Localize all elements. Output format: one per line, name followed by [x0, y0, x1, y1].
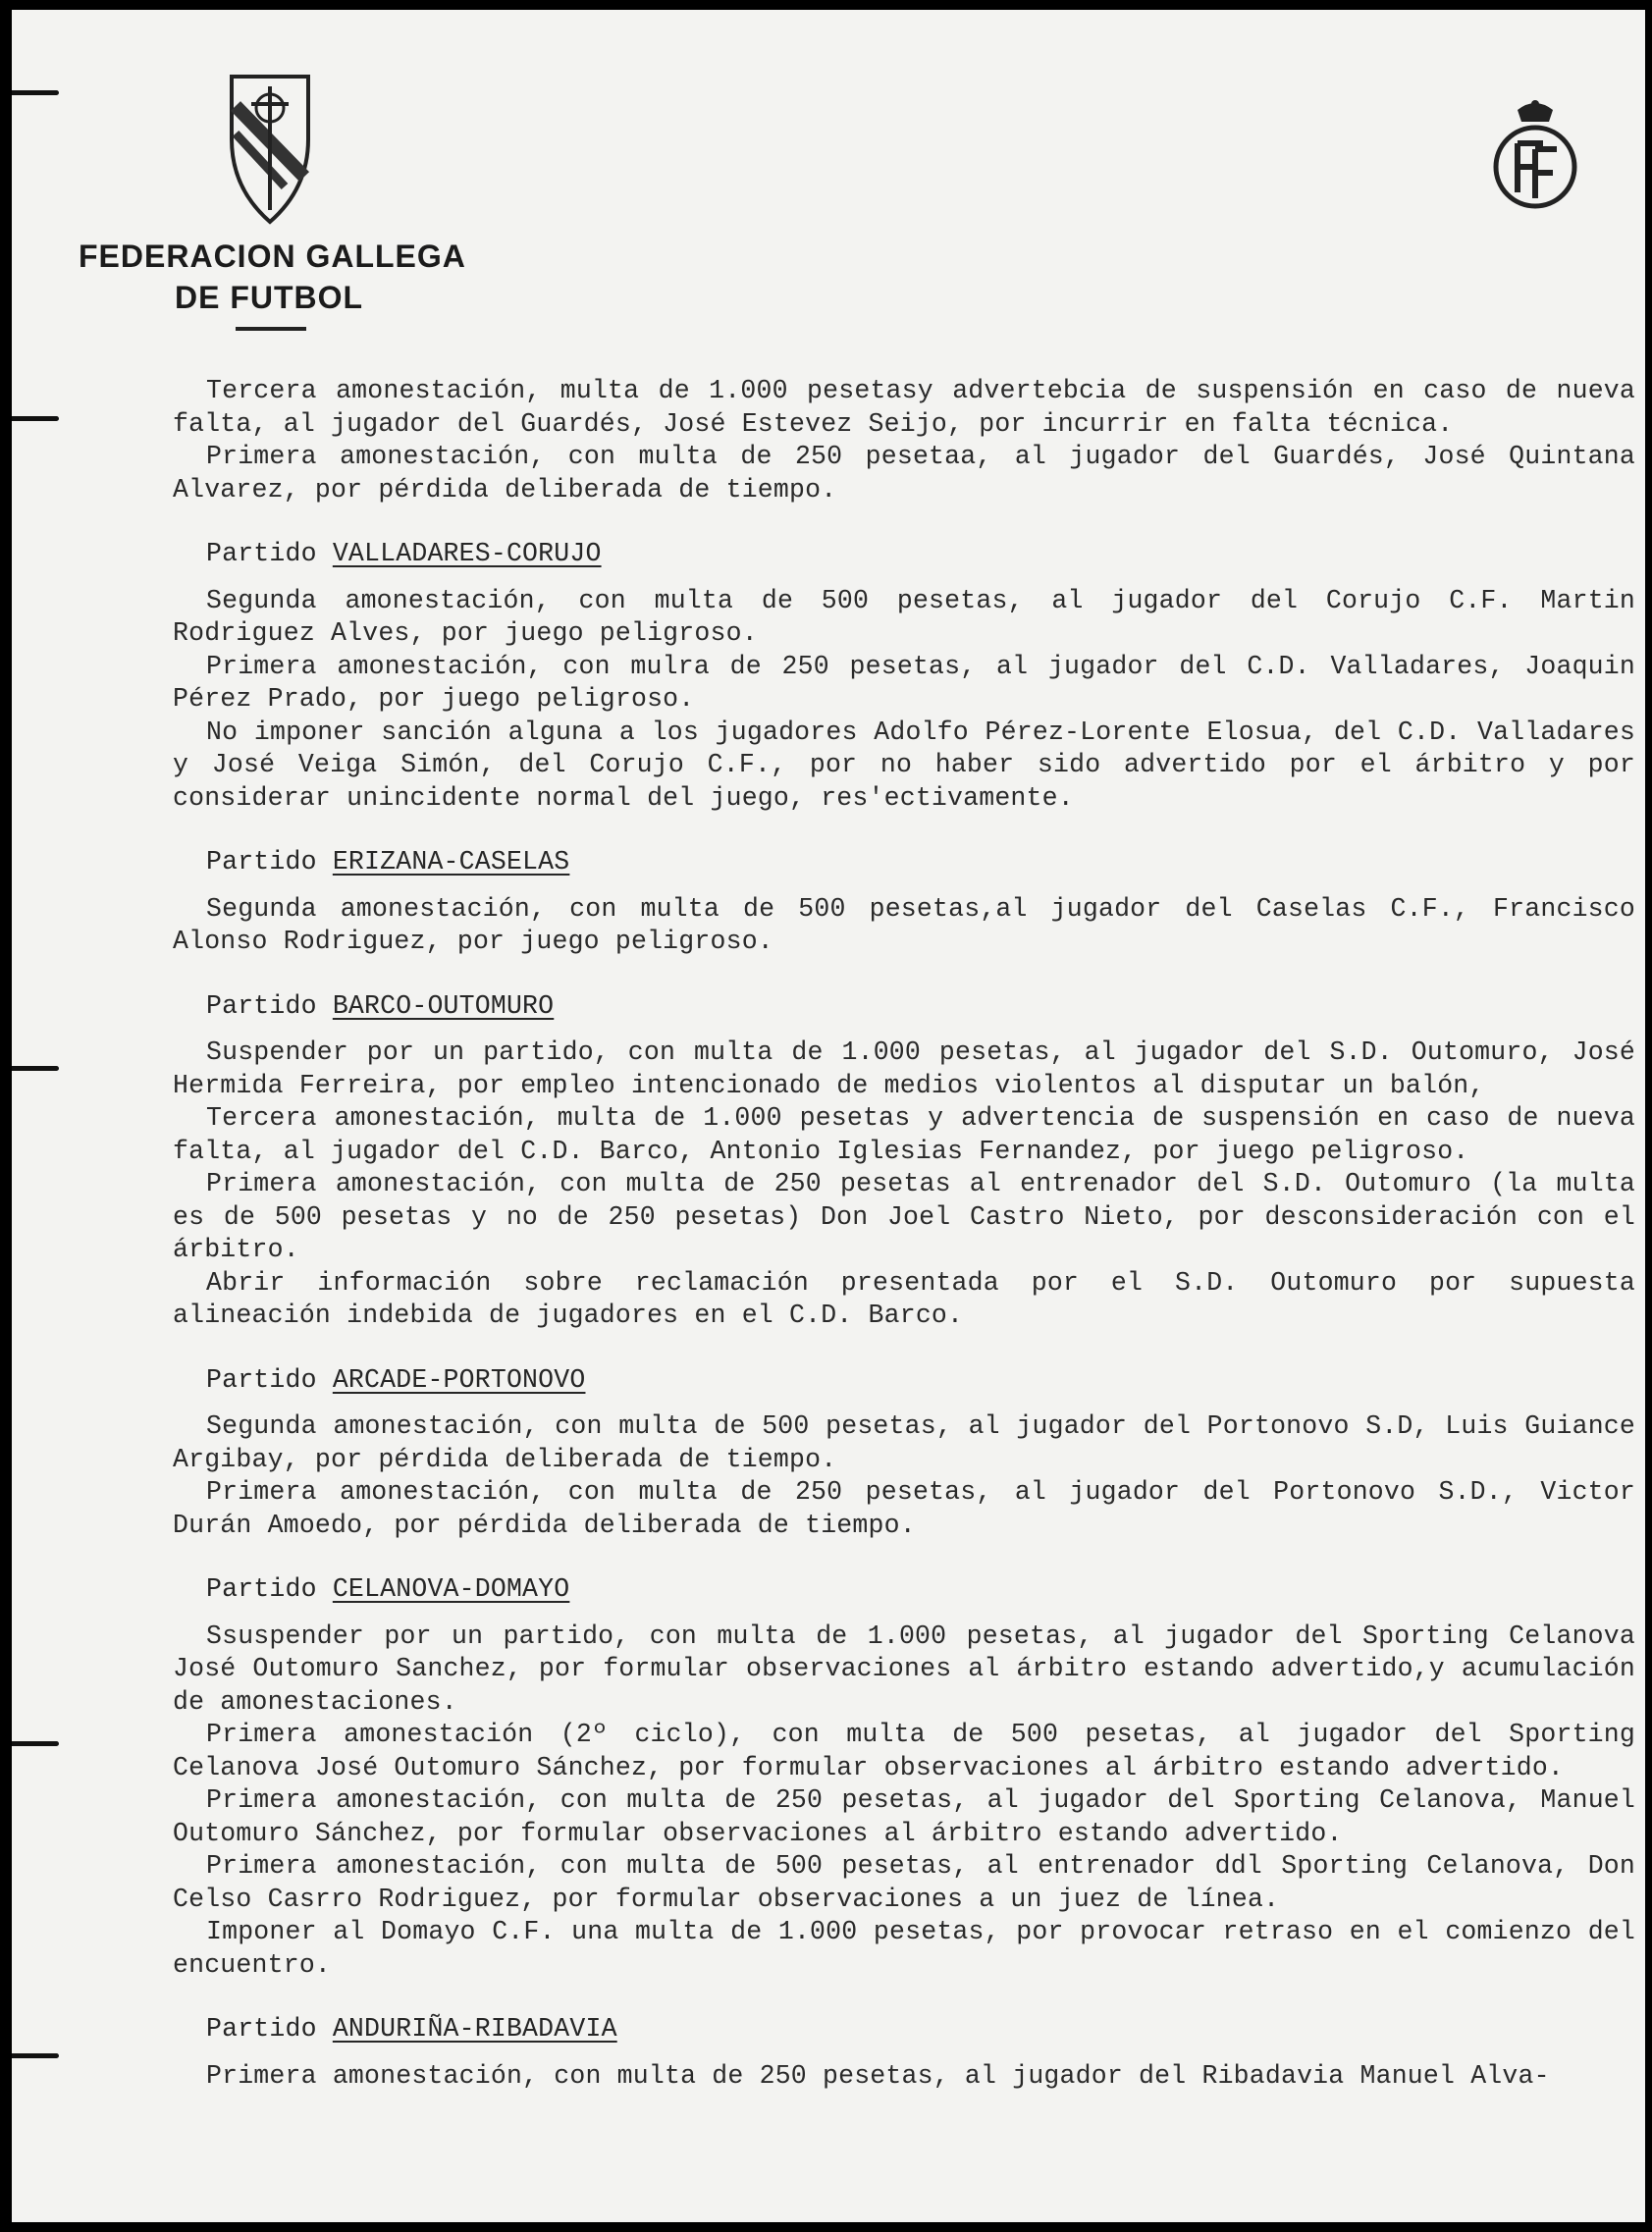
binder-hole — [12, 416, 59, 421]
match-section — [173, 815, 1635, 959]
match-heading-title: ERIZANA-CASELAS — [332, 847, 570, 877]
sanction-paragraph: Abrir información sobre reclamación presentada por el S.D. Outomuro por supuesta alineación indebida de jugadores en el C.D. Barco. — [173, 1267, 1635, 1330]
sanction-paragraph: Primera amonestación, con multa de 250 pesetas, al jugador del Portonovo S.D., Victor Durán Amoedo, por pérdida deliberada de tiempo. — [173, 1477, 1635, 1540]
match-heading-label: Partido — [206, 990, 317, 1021]
document-body — [173, 375, 1635, 2093]
sanction-paragraph: Imponer al Domayo C.F. una multa de 1.000 pesetas, por provocar retraso en el comienzo del encuentro. — [173, 1917, 1635, 1980]
sanction-paragraph: Primera amonestación, con multa de 250 pesetas, al jugador del Ribadavia Manuel Alva- — [206, 2060, 1550, 2091]
organization-name-line2: DE FUTBOL — [175, 280, 364, 315]
binder-hole — [12, 1741, 59, 1746]
federation-shield-logo — [226, 71, 314, 226]
sanction-paragraph: Ssuspender por un partido, con multa de 1.000 pesetas, al jugador del Sporting Celanova José Outomuro Sanchez, por formular observaciones al árbitro estando advertido,y acumulación de amonestaciones. — [173, 1621, 1635, 1717]
match-heading-title: CELANOVA-DOMAYO — [332, 1574, 570, 1604]
match-section — [173, 506, 1635, 815]
sanction-paragraph: Primera amonestación, con multa de 500 pesetas, al entrenador ddl Sporting Celanova, Don Celso Casrro Rodriguez, por formular observaciones a un juez de línea. — [173, 1851, 1635, 1914]
binder-hole — [12, 2053, 59, 2058]
match-heading — [206, 2013, 617, 2046]
match-paragraphs — [173, 1036, 1635, 1333]
match-heading-label: Partido — [206, 2014, 317, 2044]
match-heading-title: VALLADARES-CORUJO — [332, 539, 602, 568]
match-heading — [206, 538, 602, 571]
match-heading — [206, 846, 569, 879]
organization-name-line1: FEDERACION GALLEGA — [79, 239, 466, 274]
header-rule — [236, 327, 306, 331]
match-section — [173, 1542, 1635, 1982]
sanction-paragraph: Primera amonestación, con mulra de 250 pesetas, al jugador del C.D. Valladares, Joaquin Pérez Prado, por juego peligroso. — [173, 651, 1635, 714]
match-paragraphs — [173, 2060, 1635, 2094]
sanction-paragraph: Segunda amonestación, con multa de 500 pesetas,al jugador del Caselas C.F., Francisco Alonso Rodriguez, por juego peligroso. — [173, 893, 1635, 956]
match-heading-label: Partido — [206, 1364, 317, 1395]
match-heading — [206, 1573, 569, 1607]
match-section — [173, 1333, 1635, 1543]
match-paragraphs — [173, 1410, 1635, 1542]
match-heading-label: Partido — [206, 847, 317, 877]
match-heading-label: Partido — [206, 539, 317, 568]
match-heading-title: ARCADE-PORTONOVO — [332, 1364, 586, 1395]
sanction-paragraph: Primera amonestación (2º ciclo), con multa de 500 pesetas, al jugador del Sporting Celanova José Outomuro Sánchez, por formular observaciones al árbitro estando advertido. — [173, 1720, 1635, 1782]
sanction-paragraph: Segunda amonestación, con multa de 500 pesetas, al jugador del Corujo C.F. Martin Rodriguez Alves, por juego peligroso. — [173, 585, 1635, 648]
match-section — [173, 959, 1635, 1333]
match-heading — [206, 1364, 585, 1398]
match-paragraphs — [173, 1621, 1635, 1983]
binder-hole — [12, 1066, 59, 1071]
sanction-paragraph: Suspender por un partido, con multa de 1.000 pesetas, al jugador del S.D. Outomuro, José Hermida Ferreira, por empleo intencionado de medios violentos al disputar un balón, — [173, 1037, 1635, 1100]
sanction-paragraph: Tercera amonestación, multa de 1.000 pesetas y advertencia de suspensión en caso de nueva falta, al jugador del C.D. Barco, Antonio Iglesias Fernandez, por juego peligroso. — [173, 1103, 1635, 1166]
match-heading-label: Partido — [206, 1574, 317, 1604]
sanction-paragraph: No imponer sanción alguna a los jugadores Adolfo Pérez-Lorente Elosua, del C.D. Valladares y José Veiga Simón, del Corujo C.F., por no haber sido advertido por el árbitro y por considerar unincidente normal del juego, res'ectivamente. — [173, 717, 1635, 813]
match-heading-title: ANDURIÑA-RIBADAVIA — [332, 2014, 617, 2044]
match-section — [173, 1982, 1635, 2093]
sanction-paragraph: Primera amonestación, con multa de 250 pesetas al entrenador del S.D. Outomuro (la multa es de 500 pesetas y no de 250 pesetas) Don Joel Castro Nieto, por desconsideración con el árbitro. — [173, 1169, 1635, 1264]
match-paragraphs — [173, 585, 1635, 816]
intro-paragraph: Primera amonestación, con multa de 250 pesetaa, al jugador del Guardés, José Quintana Alvarez, por pérdida deliberada de tiempo. — [173, 442, 1635, 505]
royal-federation-crest-logo — [1488, 96, 1582, 212]
sanction-paragraph: Primera amonestación, con multa de 250 pesetas, al jugador del Sporting Celanova, Manuel Outomuro Sánchez, por formular observaciones al árbitro estando advertido. — [173, 1785, 1635, 1848]
intro-paragraphs — [173, 375, 1635, 506]
match-sections — [173, 506, 1635, 2093]
document-page — [12, 10, 1645, 2222]
match-heading — [206, 990, 554, 1024]
binder-hole — [12, 90, 59, 95]
match-heading-title: BARCO-OUTOMURO — [332, 990, 555, 1021]
sanction-paragraph: Segunda amonestación, con multa de 500 pesetas, al jugador del Portonovo S.D, Luis Guiance Argibay, por pérdida deliberada de tiempo. — [173, 1411, 1635, 1474]
match-paragraphs — [173, 893, 1635, 959]
intro-paragraph: Tercera amonestación, multa de 1.000 pesetasy advertebcia de suspensión en caso de nueva falta, al jugador del Guardés, José Estevez Seijo, por incurrir en falta técnica. — [173, 376, 1635, 439]
